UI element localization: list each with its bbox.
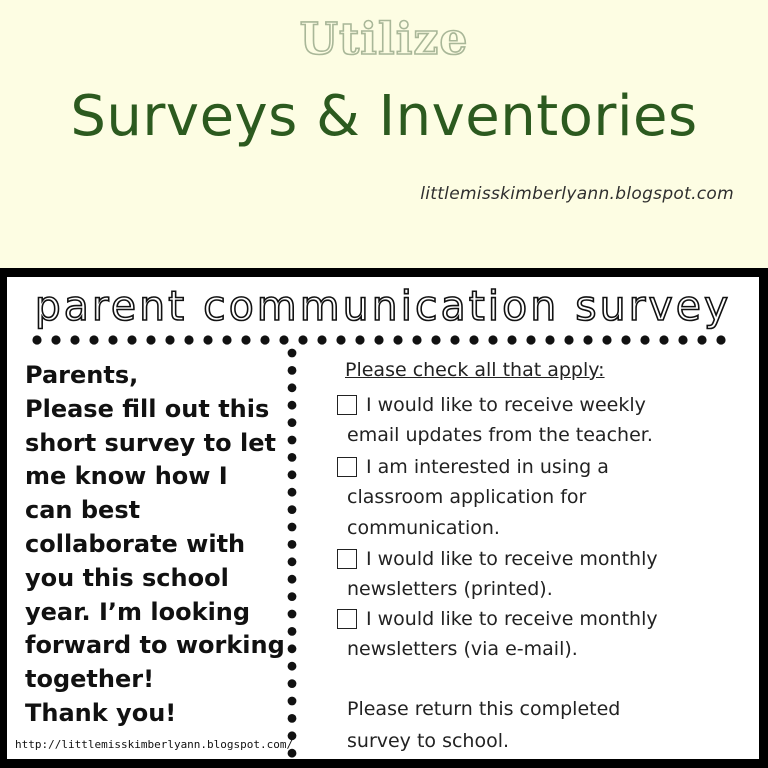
divider-dot (288, 383, 297, 392)
divider-dot (602, 335, 611, 344)
dotted-divider-horizontal (31, 334, 733, 346)
divider-dot (469, 335, 478, 344)
divider-dot (412, 335, 421, 344)
dotted-divider-vertical (286, 347, 298, 759)
note-line: year. I’m looking (25, 597, 251, 626)
divider-dot (621, 335, 630, 344)
note-line: Thank you! (25, 698, 177, 727)
survey-card (0, 268, 768, 768)
divider-dot (564, 335, 573, 344)
divider-dot (279, 335, 288, 344)
divider-dot (288, 505, 297, 514)
divider-dot (288, 679, 297, 688)
option-label-cont: classroom application for (347, 486, 587, 508)
survey-title: parent communication survey (34, 282, 732, 330)
divider-dot (678, 335, 687, 344)
divider-dot (716, 335, 725, 344)
checkbox[interactable] (337, 609, 357, 629)
option-monthly-email (337, 603, 749, 665)
divider-dot (288, 349, 297, 358)
divider-dot (222, 335, 231, 344)
divider-dot (450, 335, 459, 344)
divider-dot (108, 335, 117, 344)
divider-dot (51, 335, 60, 344)
divider-dot (288, 418, 297, 427)
banner-eyebrow: Utilize (299, 14, 469, 65)
divider-dot (127, 335, 136, 344)
divider-dot (241, 335, 250, 344)
divider-dot (583, 335, 592, 344)
option-label: I would like to receive weekly (366, 393, 646, 416)
option-label-cont: newsletters (printed). (347, 578, 553, 600)
banner-headline: Surveys & Inventories (70, 84, 698, 149)
option-label: I would like to receive monthly (366, 607, 658, 630)
divider-dot (288, 470, 297, 479)
option-monthly-printed (337, 543, 749, 605)
divider-dot (526, 335, 535, 344)
divider-dot (288, 662, 297, 671)
divider-dot (288, 401, 297, 410)
divider-dot (288, 714, 297, 723)
note-line: you this school (25, 563, 229, 592)
divider-dot (288, 557, 297, 566)
divider-dot (288, 610, 297, 619)
divider-dot (288, 523, 297, 532)
divider-dot (184, 335, 193, 344)
divider-dot (288, 540, 297, 549)
divider-dot (355, 335, 364, 344)
option-label: I would like to receive monthly (366, 547, 658, 570)
checklist-instruction: Please check all that apply: (345, 359, 605, 381)
divider-dot (32, 335, 41, 344)
closing-note (347, 693, 620, 757)
divider-dot (288, 436, 297, 445)
divider-dot (507, 335, 516, 344)
divider-dot (288, 366, 297, 375)
parent-note (25, 359, 287, 731)
option-label-cont: communication. (347, 517, 500, 539)
footer-url: http://littlemisskimberlyann.blogspot.com/ (15, 738, 294, 751)
note-line: short survey to let (25, 428, 276, 457)
blog-address: littlemisskimberlyann.blogspot.com (420, 184, 734, 204)
note-line: can best (25, 496, 141, 525)
option-label-cont: email updates from the teacher. (347, 424, 653, 446)
divider-dot (146, 335, 155, 344)
divider-dot (89, 335, 98, 344)
divider-dot (288, 592, 297, 601)
note-line: forward to working (25, 631, 285, 660)
option-weekly-email (337, 389, 749, 451)
checkbox[interactable] (337, 395, 357, 415)
title-banner (0, 0, 768, 268)
option-label: I am interested in using a (366, 455, 609, 478)
divider-dot (697, 335, 706, 344)
closing-line: survey to school. (347, 730, 510, 752)
divider-dot (70, 335, 79, 344)
divider-dot (393, 335, 402, 344)
divider-dot (165, 335, 174, 344)
divider-dot (298, 335, 307, 344)
divider-dot (288, 575, 297, 584)
checkbox[interactable] (337, 549, 357, 569)
checkbox[interactable] (337, 457, 357, 477)
divider-dot (545, 335, 554, 344)
divider-dot (317, 335, 326, 344)
option-label-cont: newsletters (via e-mail). (347, 638, 578, 660)
divider-dot (288, 644, 297, 653)
divider-dot (288, 697, 297, 706)
divider-dot (488, 335, 497, 344)
divider-dot (288, 453, 297, 462)
divider-dot (260, 335, 269, 344)
divider-dot (288, 488, 297, 497)
divider-dot (640, 335, 649, 344)
divider-dot (288, 627, 297, 636)
survey-sheet (7, 277, 759, 759)
divider-dot (374, 335, 383, 344)
note-line: together! (25, 665, 155, 694)
divider-dot (431, 335, 440, 344)
closing-line: Please return this completed (347, 698, 621, 720)
divider-dot (659, 335, 668, 344)
note-line: Please fill out this (25, 394, 270, 423)
option-classroom-app (337, 451, 749, 544)
divider-dot (203, 335, 212, 344)
divider-dot (336, 335, 345, 344)
note-line: collaborate with (25, 529, 246, 558)
note-line: Parents, (25, 361, 139, 389)
note-line: me know how I (25, 462, 228, 491)
